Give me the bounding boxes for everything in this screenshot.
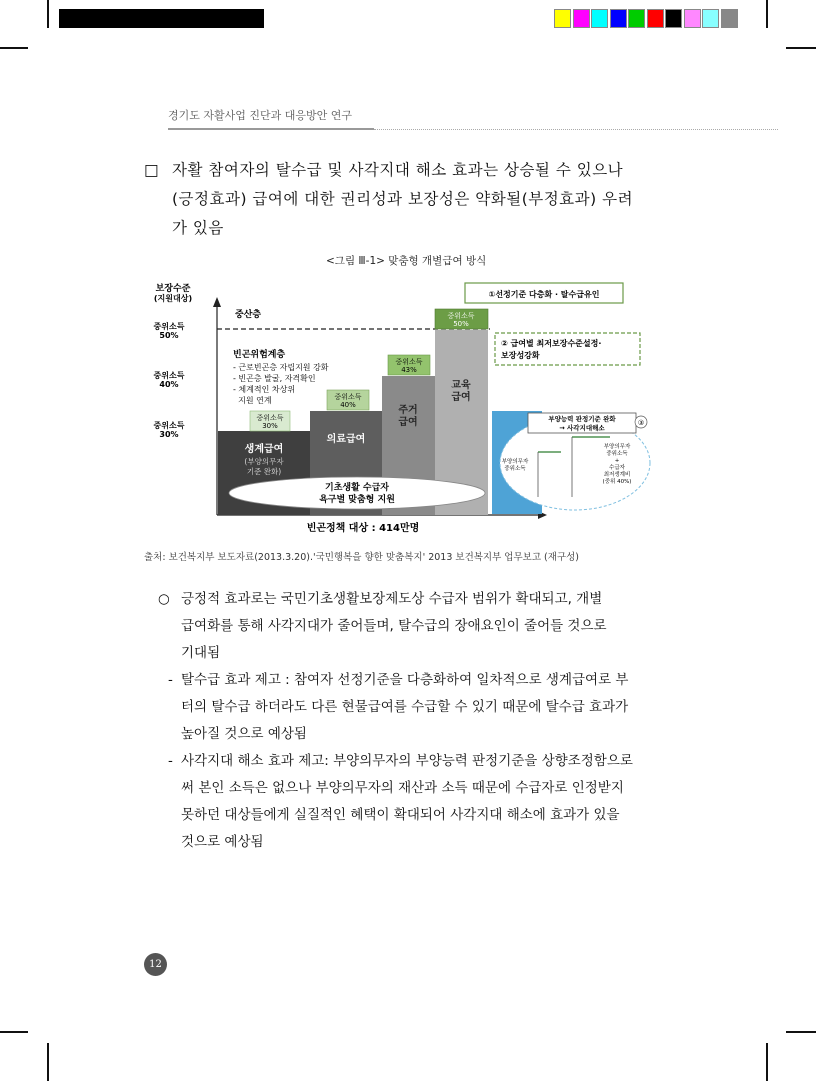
crop-mark [766,0,768,28]
page-number: 12 [144,953,167,976]
color-swatch [573,9,590,28]
y-level-label: 중위소득 [153,421,185,430]
crop-mark [47,0,49,28]
callout-1-text: ①선정기준 다층화 · 탈수급유인 [488,290,600,299]
crop-mark [786,1031,816,1033]
y-axis-title-sub: (지원대상) [153,294,193,303]
intro-line: (긍정효과) 급여에 대한 권리성과 보장성은 약화될(부정효과) 우려 [172,190,634,208]
figure-caption: <그림 Ⅲ-1> 맞춤형 개별급여 방식 [326,255,487,267]
middle-class-label: 중산층 [235,310,262,320]
header-rule [168,128,374,130]
poverty-risk-item: - 빈곤층 발굴, 자격확인 [233,374,316,383]
sub2-line: 못하던 대상들에게 실질적인 혜택이 확대되어 사각지대 해소에 효과가 있을 [181,807,620,823]
threshold-label: 43% [401,366,417,374]
intro-line: 가 있음 [172,219,224,237]
bar-label: 의료급여 [326,434,366,445]
crop-mark [786,47,816,49]
circle-text: 중위소득 [504,466,526,472]
crop-mark [47,1043,49,1081]
bar-label-line: 급여 [451,392,471,403]
benefit-diagram [145,275,665,537]
threshold-label: 40% [340,401,356,409]
color-swatch [721,9,738,28]
circle-text: 중위소득 [606,451,628,457]
poverty-risk-title: 빈곤위험계층 [233,350,286,360]
effects-line: 긍정적 효과로는 국민기초생활보장제도상 수급자 범위가 확대되고, 개별 [181,591,603,607]
sub2-dash: - [168,753,173,769]
callout-2 [495,333,640,365]
sub2-line: 사각지대 해소 효과 제고: 부양의무자의 부양능력 판정기준을 상향조정함으로 [181,753,633,769]
sub1-line: 터의 탈수급 하더라도 다른 현물급여를 수급할 수 있기 때문에 탈수급 효과가 [181,699,629,715]
y-level-label: 중위소득 [153,322,185,331]
color-swatch [628,9,645,28]
intro-line: 자활 참여자의 탈수급 및 사각지대 해소 효과는 상승될 수 있으나 [172,161,624,179]
effects-line: 급여화를 통해 사각지대가 줄어들며, 탈수급의 장애요인이 줄어들 것으로 [181,618,607,634]
y-level-label: 30% [159,430,179,439]
y-axis-title: 보장수준 [155,284,191,294]
y-level-label: 중위소득 [153,371,185,380]
circle-text: 수급자 [609,465,625,471]
x-axis-title: 빈곤정책 대상 : 414만명 [306,523,420,534]
color-swatch [610,9,627,28]
circle-text: 부양의무자 [501,459,529,465]
crop-mark [766,1043,768,1081]
threshold-label: 중위소득 [447,312,475,320]
circle-text: 최저생계비 [603,472,631,478]
threshold-label: 50% [453,320,469,328]
oval-line: 욕구별 맞춤형 지원 [319,495,395,505]
threshold-label: 중위소득 [334,393,362,401]
bar-note: (부양의무자 [244,457,284,466]
y-axis-arrow [213,297,221,307]
sub2-line: 써 본인 소득은 없으나 부양의무자의 재산과 소득 때문에 수급자로 인정받지 [181,780,624,796]
color-swatch [591,9,608,28]
effects-bullet: ○ [158,591,170,607]
oval-line: 기초생활 수급자 [325,483,389,493]
sub1-line: 높아질 것으로 예상됨 [181,726,307,742]
circle-text: 부양의무자 [603,444,631,450]
color-swatch [665,9,682,28]
callout-2-text: ② 급여별 최저보장수준설정· [501,339,602,348]
sub2-line: 것으로 예상됨 [181,834,264,850]
callout-3-number: ③ [637,419,645,427]
threshold-label: 30% [262,422,278,430]
color-swatch [684,9,701,28]
crop-mark [0,47,28,49]
color-swatch [554,9,571,28]
effects-line: 기대됨 [181,645,221,661]
callout-2-text: 보장성강화 [501,351,540,360]
bar-note: 기준 완화) [246,467,282,476]
black-registration-bar [59,9,264,28]
color-swatch [702,9,719,28]
poverty-risk-item: - 체계적인 차상위 [233,385,296,394]
bar-label: 생계급여 [244,444,284,455]
header-dotted-rule [374,129,778,130]
y-level-label: 40% [159,380,179,389]
bar-label-line: 교육 [451,380,471,391]
poverty-risk-item: 지원 연계 [233,396,272,405]
circle-text: + [614,458,620,464]
bar-label-line: 주거 [398,405,418,416]
figure-source: 출처: 보건복지부 보도자료(2013.3.20).'국민행복을 향한 맞춤복지' 2013 보건복지부 업무보고 (재구성) [144,552,579,563]
crop-mark [0,1031,28,1033]
intro-bullet: □ [144,161,160,179]
running-title: 경기도 자활사업 진단과 대응방안 연구 [168,109,353,122]
poverty-risk-item: - 근로빈곤층 자립지원 강화 [233,363,329,372]
circle-text: (중위 40%) [602,479,632,485]
sub1-line: 탈수급 효과 제고 : 참여자 선정기준을 다층화하여 일차적으로 생계급여로 부 [181,672,629,688]
sub1-dash: - [168,672,173,688]
bar-label-line: 급여 [398,417,418,428]
callout-3-text: → 사각지대해소 [559,424,605,432]
y-level-label: 50% [159,331,179,340]
threshold-label: 중위소득 [395,358,423,366]
callout-3-text: 부양능력 판정기준 완화 [548,415,616,423]
color-swatch [647,9,664,28]
threshold-label: 중위소득 [256,414,284,422]
